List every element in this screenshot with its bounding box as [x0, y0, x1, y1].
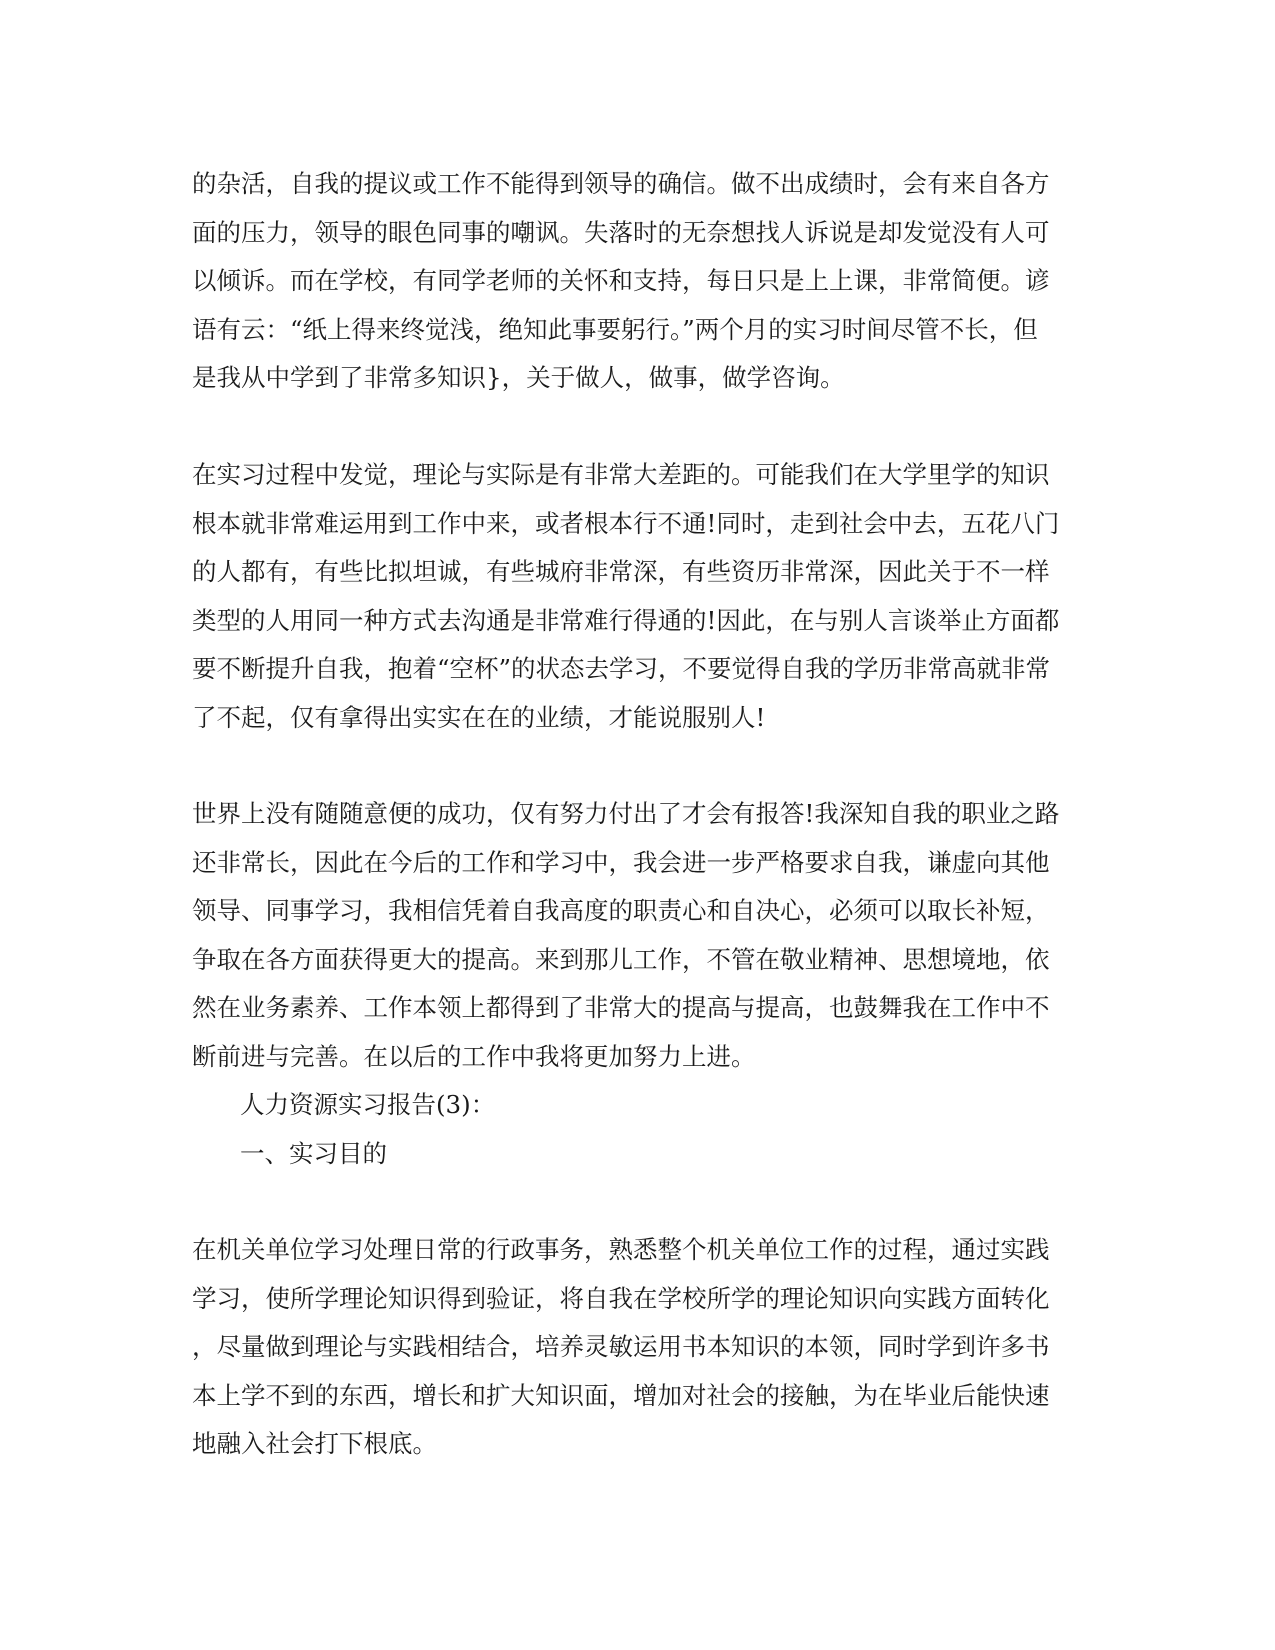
paragraph-line: 以倾诉。而在学校，有同学老师的关怀和支持，每日只是上上课，非常简便。谚 — [192, 266, 1050, 295]
paragraph-line: 类型的人用同一种方式去沟通是非常难行得通的!因此，在与别人言谈举止方面都 — [192, 605, 1060, 635]
paragraph-line: 语有云：“纸上得来终觉浅，绝知此事要躬行。”两个月的实习时间尽管不长，但 — [192, 314, 1038, 344]
paragraph-line: 要不断提升自我，抱着“空杯”的状态去学习，不要觉得自我的学历非常高就非常 — [192, 654, 1051, 683]
paragraph-line: 领导、同事学习，我相信凭着自我高度的职责心和自决心，必须可以取长补短， — [192, 896, 1050, 925]
report-heading — [240, 1081, 1140, 1130]
report-title: 人力资源实习报告(3)： — [240, 1090, 496, 1119]
paragraph-line: 争取在各方面获得更大的提高。来到那儿工作，不管在敬业精神、思想境地，依 — [192, 944, 1050, 974]
paragraph-line: 学习，使所学理论知识得到验证，将自我在学校所学的理论知识向实践方面转化 — [192, 1283, 1050, 1313]
paragraph-line: 的人都有，有些比拟坦诚，有些城府非常深，有些资历非常深，因此关于不一样 — [192, 557, 1050, 586]
paragraph-line: 本上学不到的东西，增长和扩大知识面，增加对社会的接触，为在毕业后能快速 — [192, 1380, 1050, 1410]
paragraph-line: 然在业务素养、工作本领上都得到了非常大的提高与提高，也鼓舞我在工作中不 — [192, 993, 1050, 1022]
paragraph-1 — [192, 160, 1092, 403]
paragraph-line: 在实习过程中发觉，理论与实际是有非常大差距的。可能我们在大学里学的知识 — [192, 460, 1050, 489]
paragraph-line: 地融入社会打下根底。 — [192, 1429, 437, 1458]
paragraph-line: 根本就非常难运用到工作中来，或者根本行不通!同时，走到社会中去，五花八门 — [192, 508, 1060, 538]
paragraph-line: 断前进与完善。在以后的工作中我将更加努力上进。 — [192, 1041, 756, 1071]
paragraph-line: 面的压力，领导的眼色同事的嘲讽。失落时的无奈想找人诉说是却发觉没有人可 — [192, 217, 1050, 247]
paragraph-line: 的杂活，自我的提议或工作不能得到领导的确信。做不出成绩时，会有来自各方 — [192, 169, 1050, 198]
paragraph-3 — [192, 790, 1092, 1081]
section-heading — [240, 1130, 1140, 1179]
paragraph-line: 是我从中学到了非常多知识}，关于做人，做事，做学咨询。 — [192, 363, 845, 392]
paragraph-2 — [192, 451, 1092, 742]
paragraph-line: 在机关单位学习处理日常的行政事务，熟悉整个机关单位工作的过程，通过实践 — [192, 1235, 1050, 1264]
section-title: 一、实习目的 — [240, 1139, 387, 1168]
paragraph-line: 还非常长，因此在今后的工作和学习中，我会进一步严格要求自我，谦虚向其他 — [192, 847, 1050, 877]
paragraph-line: ，尽量做到理论与实践相结合，培养灵敏运用书本知识的本领，同时学到许多书 — [192, 1332, 1050, 1361]
paragraph-line: 了不起，仅有拿得出实实在在的业绩，才能说服别人! — [192, 702, 766, 732]
paragraph-line: 世界上没有随随意便的成功，仅有努力付出了才会有报答!我深知自我的职业之路 — [192, 799, 1060, 828]
paragraph-4 — [192, 1226, 1092, 1469]
